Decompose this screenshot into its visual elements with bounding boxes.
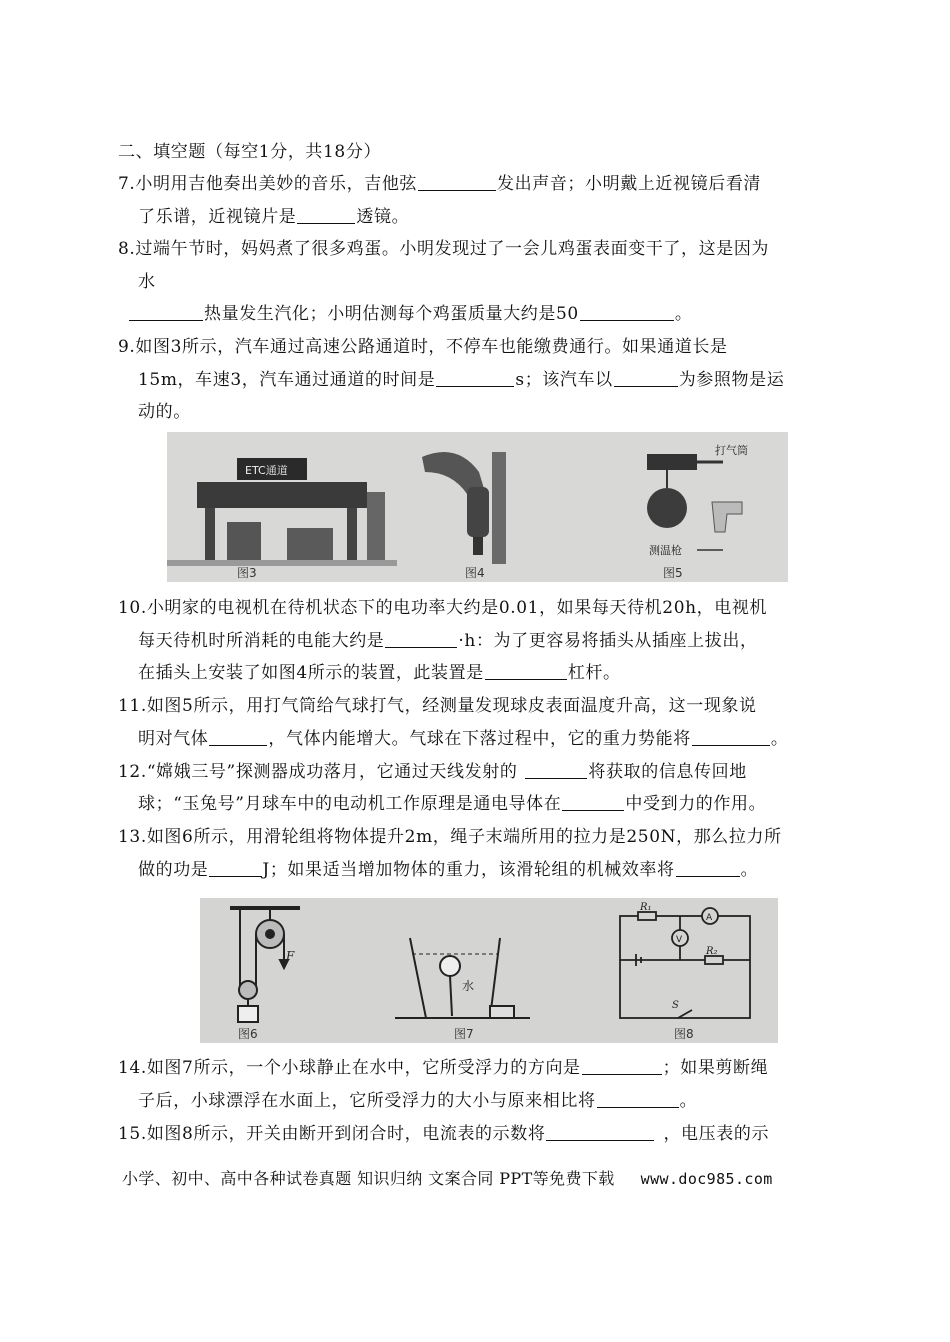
answer-blank[interactable]	[209, 858, 261, 877]
answer-blank[interactable]	[546, 1122, 654, 1141]
q14-text-d: 。	[679, 1091, 698, 1111]
question-7-line-1	[118, 172, 761, 196]
force-label: F	[286, 949, 295, 963]
thermometer-gun-label: 测温枪	[649, 544, 682, 557]
q10-text-c: 在插头上安装了如图4所示的装置，此装置是	[138, 663, 484, 683]
q10-text-d: 杠杆。	[567, 663, 621, 683]
q11-text-b: ，气体内能增大。气球在下落过程中，它的重力势能将	[268, 729, 691, 749]
answer-blank[interactable]	[580, 302, 674, 321]
q12-text-d: 中受到力的作用。	[625, 794, 767, 814]
q7-text-c: 了乐谱，近视镜片是	[138, 207, 297, 227]
fig5-caption: 图5	[663, 566, 683, 580]
fig4-caption: 图4	[465, 566, 485, 580]
answer-blank[interactable]	[692, 727, 770, 746]
switch-label: S	[672, 1000, 679, 1011]
q13-text-b: J；如果适当增加物体的重力，该滑轮组的机械效率将	[262, 860, 675, 880]
q15-text-b: ，电压表的示	[663, 1124, 770, 1144]
q13-text-c: 。	[740, 860, 759, 880]
answer-blank[interactable]	[614, 368, 678, 387]
question-12-line-2	[138, 792, 766, 816]
answer-blank[interactable]	[418, 172, 496, 191]
answer-blank[interactable]	[129, 302, 203, 321]
question-14-line-2	[138, 1089, 697, 1113]
question-8-line-2: 水	[138, 272, 156, 292]
q7-text-b: 发出声音；小明戴上近视镜后看清	[497, 174, 762, 194]
question-14-line-1	[118, 1056, 768, 1080]
footer-text: 小学、初中、高中各种试卷真题 知识归纳 文案合同 PPT等免费下载	[122, 1169, 615, 1188]
question-11-line-1: 11.如图5所示，用打气筒给气球打气，经测量发现球皮表面温度升高，这一现象说	[118, 696, 757, 716]
answer-blank[interactable]	[597, 1089, 679, 1108]
question-7-line-2	[138, 205, 409, 229]
question-13-line-1: 13.如图6所示，用滑轮组将物体提升2m，绳子末端所用的拉力是250N，那么拉力所	[118, 827, 782, 847]
answer-blank[interactable]	[385, 629, 457, 648]
fig8-caption: 图8	[674, 1027, 694, 1041]
answer-blank[interactable]	[297, 205, 355, 224]
r2-label: R₂	[706, 946, 718, 957]
q7-text-d: 透镜。	[356, 207, 410, 227]
q7-text-a: 7.小明用吉他奏出美妙的音乐，吉他弦	[118, 174, 418, 194]
q14-text-b: ；如果剪断绳	[662, 1058, 769, 1078]
question-10-line-2	[138, 629, 758, 653]
fig6-caption: 图6	[238, 1027, 258, 1041]
question-15-line-1	[118, 1122, 769, 1146]
q9-text-c: 为参照物是运	[678, 370, 785, 390]
q12-text-c: 球；“玉兔号”月球车中的电动机工作原理是通电导体在	[138, 794, 562, 814]
question-9-line-2	[138, 368, 784, 392]
question-9-line-1: 9.如图3所示，汽车通过高速公路通道时，不停车也能缴费通行。如果通道长是	[118, 337, 728, 357]
q15-text-a: 15.如图8所示，开关由断开到闭合时，电流表的示数将	[118, 1124, 546, 1144]
q8-text-c: 。	[674, 304, 693, 324]
question-11-line-2	[138, 727, 788, 751]
figures-3-4-5	[167, 432, 788, 582]
ammeter-label: A	[706, 913, 713, 923]
answer-blank[interactable]	[582, 1056, 662, 1075]
page-footer	[122, 1166, 773, 1189]
fig3-caption: 图3	[237, 566, 257, 580]
q12-text-b: 将获取的信息传回地	[588, 762, 747, 782]
q10-text-b: ·h：为了更容易将插头从插座上拔出，	[458, 631, 758, 651]
answer-blank[interactable]	[676, 858, 740, 877]
question-8-line-1: 8.过端午节时，妈妈煮了很多鸡蛋。小明发现过了一会儿鸡蛋表面变干了，这是因为	[118, 239, 770, 259]
footer-site-link[interactable]: www.doc985.com	[640, 1170, 773, 1188]
answer-blank[interactable]	[209, 727, 267, 746]
answer-blank[interactable]	[436, 368, 514, 387]
question-12-line-1	[118, 760, 747, 784]
question-8-line-3	[128, 302, 692, 326]
water-label: 水	[462, 979, 475, 993]
q14-text-c: 子后，小球漂浮在水面上，它所受浮力的大小与原来相比将	[138, 1091, 596, 1111]
q13-text-a: 做的功是	[138, 860, 209, 880]
r1-label: R₁	[640, 902, 652, 913]
question-9-line-3: 动的。	[138, 402, 191, 422]
fig7-caption: 图7	[454, 1027, 474, 1041]
q10-text-a: 每天待机时所消耗的电能大约是	[138, 631, 385, 651]
answer-blank[interactable]	[525, 760, 587, 779]
q8-text-b: 热量发生汽化；小明估测每个鸡蛋质量大约是50	[204, 304, 579, 324]
figures-6-7-8-drawing	[200, 898, 778, 1043]
voltmeter-label: V	[676, 935, 683, 945]
q14-text-a: 14.如图7所示，一个小球静止在水中，它所受浮力的方向是	[118, 1058, 581, 1078]
figures-6-7-8	[200, 898, 778, 1043]
etc-sign-text: ETC通道	[245, 464, 288, 477]
pump-label: 打气筒	[715, 444, 748, 457]
figures-3-4-5-drawing	[167, 432, 788, 582]
question-13-line-2	[138, 858, 758, 882]
q11-text-c: 。	[770, 729, 789, 749]
q12-text-a: 12.“嫦娥三号”探测器成功落月，它通过天线发射的	[118, 762, 518, 782]
q9-text-a: 15m，车速3，汽车通过通道的时间是	[138, 370, 436, 390]
q11-text-a: 明对气体	[138, 729, 209, 749]
question-10-line-1: 10.小明家的电视机在待机状态下的电功率大约是0.01，如果每天待机20h，电视机	[118, 598, 768, 618]
q9-text-b: s；该汽车以	[515, 370, 613, 390]
section-heading: 二、填空题（每空1分，共18分）	[118, 142, 382, 162]
answer-blank[interactable]	[485, 661, 567, 680]
answer-blank[interactable]	[562, 792, 624, 811]
question-10-line-3	[138, 661, 621, 685]
